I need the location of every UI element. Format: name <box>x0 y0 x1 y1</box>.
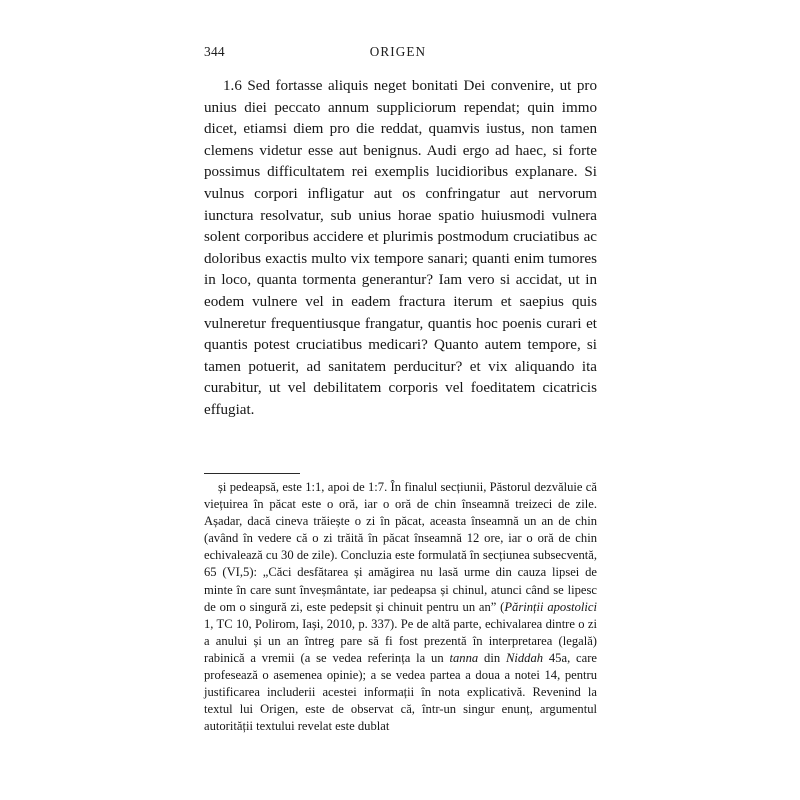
text-run: 1, TC 10, Polirom, Iași, 2010, p. 337). Pe de altă parte, echivalarea dintre o zi a anului și un an întreg pare să fi fost prezentă în interpretarea (legală) rabinică a vremii (a se vedea referința la un <box>204 616 597 665</box>
text-run: din <box>478 650 506 665</box>
running-head <box>204 44 597 64</box>
running-head-title: ORIGEN <box>369 44 427 59</box>
italic-run: Părinții apostolici <box>504 599 597 614</box>
text-run: 45a, care profesează o asemenea opinie); a se vedea partea a doua a notei 14, pentru justificarea includerii acestei informații în nota explicativă. Revenind la textul lui Origen, este de observat că, într-un singur enunț, argumentul autorității textului revelat este dublat <box>204 650 598 734</box>
text-run: și pedeapsă, este 1:1, apoi de 1:7. În finalul secțiunii, Păstorul dezvăluie că viețuirea în păcat este o oră, iar o oră de chin înseamnă treizeci de zile. Așadar, dacă cineva trăiește o zi în păcat, aceasta înseamnă un an de chin (având în vedere că o zi trăită în păcat înseamnă 12 ore, iar o oră de chin echivalează cu 30 de zile). Concluzia este formulată în secțiunea subsecventă, 65 (VI,5): „Căci desfătarea și amăgirea nu lasă urme din cauza lipsei de minte în care sunt înveșmântate, iar pedeapsa și chinul, atunci când se lipesc de om o singură zi, este pedepsit și chinuit pentru un an” ( <box>204 480 597 614</box>
footnote-separator-rule <box>204 473 300 474</box>
main-text-block <box>204 76 597 422</box>
body-paragraph: 1.6 Sed fortasse aliquis neget bonitati Dei convenire, ut pro unius diei peccato annum suppliciorum rependat; quin immo dicet, etiamsi diem pro die reddat, quamvis iustus, non tamen clemens videtur esse aut benignus. Audi ergo ad haec, si forte possimus difficultatem rei exemplis lucidioribus explanare. Si vulnus corpori infligatur aut os confringatur aut nervorum iunctura resolvatur, sub unius horae spatio huiusmodi vulnera solent corporibus accidere et plurimis postmodum cruciatibus ac doloribus exactis multo vix tempore sanari; quanti enim tumores in loco, quanta tormenta generantur? Iam vero si accidat, ut in eodem vulnere vel in eadem fractura iterum et saepius quis vulneretur frequentiusque frangatur, quantis hoc poenis curari et quantis potest cruciatibus medicari? Quanto autem tempore, si tamen potuerit, ad sanitatem perducitur? et vix aliquando ita curabitur, ut vel debilitatem corporis vel foeditatem cicatricis effugiat. <box>204 78 597 418</box>
page-number: 344 <box>204 44 225 59</box>
footnote-block <box>204 479 597 735</box>
italic-run: tanna <box>449 650 479 665</box>
italic-run: Niddah <box>505 650 544 665</box>
footnote-paragraph <box>204 479 597 735</box>
